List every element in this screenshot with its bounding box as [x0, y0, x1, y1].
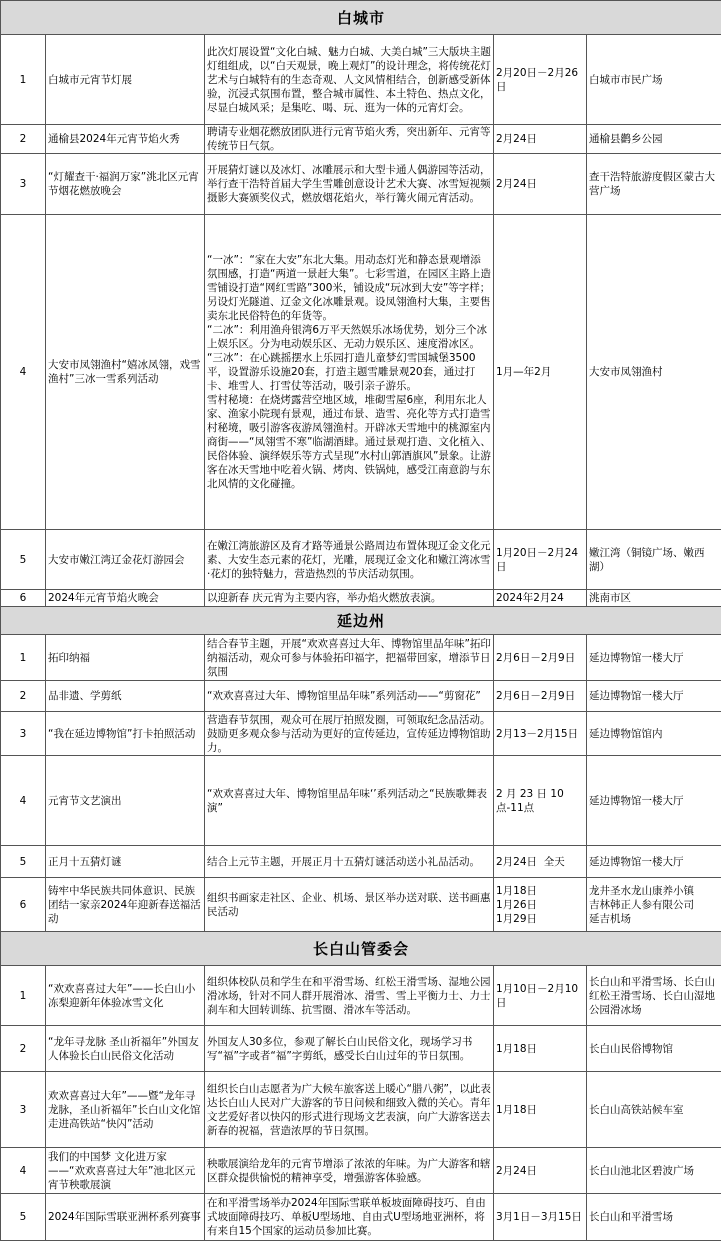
event-date: 2月24日 全天	[494, 846, 587, 878]
event-date: 2024年2月24	[494, 590, 587, 607]
event-date: 2月24日	[494, 154, 587, 215]
event-name: “灯耀查干·福润万家”洮北区元宵节烟花燃放晚会	[46, 154, 205, 215]
table-row	[1, 35, 721, 125]
event-name: “我在延边博物馆”打卡拍照活动	[46, 712, 205, 756]
event-name: 大安市嫩江湾辽金花灯游园会	[46, 530, 205, 590]
event-description: 在嫩江湾旅游区及育才路等通景公路周边布置体现辽金文化元素、大安生态元素的花灯，光雕，展现辽金文化和嫩江湾冰雪·花灯的独特魅力，营造热烈的节庆活动氛围。	[205, 530, 494, 590]
event-location: 嫩江湾（铜镜广场、嫩西湖）	[587, 530, 721, 590]
event-location: 查干浩特旅游度假区蒙古大营广场	[587, 154, 721, 215]
row-number: 1	[1, 635, 46, 681]
row-number: 1	[1, 966, 46, 1026]
event-location: 龙井圣水龙山康养小镇 吉林韩正人参有限公司 延吉机场	[587, 878, 721, 932]
event-description: 开展猜灯谜以及冰灯、冰雕展示和大型卡通人偶游园等活动，举行查干浩特首届大学生雪雕创意设计艺术大赛、冰雪短视频摄影大赛颁奖仪式，燃放烟花焰火，举行篝火闹元宵活动。	[205, 154, 494, 215]
event-date: 1月20日－2月24日	[494, 530, 587, 590]
event-name: 2024年国际雪联亚洲杯系列赛事	[46, 1194, 205, 1241]
event-date: 1月10日－2月10日	[494, 966, 587, 1026]
event-location: 长白山民俗博物馆	[587, 1026, 721, 1072]
row-number: 4	[1, 756, 46, 846]
event-date: 1月18日	[494, 1026, 587, 1072]
description-paragraph: 雪村秘境：在烧烤露营空地区域，堆砌雪屋6座，利用东北人家、渔家小院现有景观，通过布景、造雪、亮化等方式打造雪村秘境，吸引游客夜游凤翎渔村。开辟冰天雪地中的桃源室内商街——“凤翎雪不寒”临湖酒肆。通过景观打造、文化植入、民俗体验、演绎娱乐等方式呈现“水村山郭酒旗风”景象。让游客在冰天雪地中吃着火锅、烤肉、铁锅炖，感受江南意韵与东北风情的文化碰撞。	[207, 393, 491, 491]
row-number: 5	[1, 1194, 46, 1241]
event-description: 聘请专业烟花燃放团队进行元宵节焰火秀，突出新年、元宵等传统节日气氛。	[205, 125, 494, 154]
event-location: 大安市凤翎渔村	[587, 215, 721, 530]
event-description: 结合春节主题，开展“欢欢喜喜过大年、博物馆里品年味”拓印纳福活动，观众可参与体验拓印福字，把福带回家，增添节日氛围	[205, 635, 494, 681]
table-row	[1, 1072, 721, 1148]
row-number: 4	[1, 215, 46, 530]
event-name: 欢欢喜喜过大年”——暨“龙年寻龙脉，圣山祈福年”长白山文化馆走进高铁站“快闪”活动	[46, 1072, 205, 1148]
row-number: 6	[1, 590, 46, 607]
event-date: 1月—年2月	[494, 215, 587, 530]
section-title: 白城市	[1, 1, 721, 35]
row-number: 3	[1, 1072, 46, 1148]
description-paragraph: “三冰”：在心跳摇摆水上乐园打造儿童梦幻雪国城堡3500平，设置游乐设施20套，打造主题雪雕景观20套，通过打卡、堆雪人、打雪仗等活动，吸引亲子游乐。	[207, 351, 491, 393]
event-location: 延边博物馆馆内	[587, 712, 721, 756]
table-row	[1, 756, 721, 846]
row-number: 6	[1, 878, 46, 932]
table-row	[1, 1026, 721, 1072]
row-number: 1	[1, 35, 46, 125]
event-date: 2月24日	[494, 1148, 587, 1194]
table-row	[1, 530, 721, 590]
event-date: 1月18日 1月26日 1月29日	[494, 878, 587, 932]
section-header-yanbian	[1, 607, 721, 635]
event-date: 2月6日－2月9日	[494, 635, 587, 681]
event-name: 通榆县2024年元宵节焰火秀	[46, 125, 205, 154]
table-row	[1, 712, 721, 756]
row-number: 2	[1, 681, 46, 712]
event-name: 拓印纳福	[46, 635, 205, 681]
event-location: 长白山高铁站候车室	[587, 1072, 721, 1148]
table-row	[1, 1148, 721, 1194]
event-description: 营造春节氛围，观众可在展厅拍照发圈，可领取纪念品活动。鼓励更多观众参与活动为更好的宣传延边，宣传延边博物馆助力。	[205, 712, 494, 756]
row-number: 5	[1, 530, 46, 590]
event-date: 2 月 23 日 10点-11点	[494, 756, 587, 846]
event-location: 通榆县鹳乡公园	[587, 125, 721, 154]
description-paragraph: “二冰”：利用渔舟银湾6万平天然娱乐冰场优势，划分三个冰上娱乐区。分为电动娱乐区、无动力娱乐区、速度滑冰区。	[207, 323, 491, 351]
event-name: 正月十五猜灯谜	[46, 846, 205, 878]
table-row	[1, 215, 721, 530]
event-location: 延边博物馆一楼大厅	[587, 846, 721, 878]
event-name: 大安市凤翎渔村“嬉冰凤翎，戏雪渔村”三冰一雪系列活动	[46, 215, 205, 530]
table-row	[1, 878, 721, 932]
row-number: 3	[1, 154, 46, 215]
row-number: 2	[1, 125, 46, 154]
event-location: 延边博物馆一楼大厅	[587, 681, 721, 712]
event-location: 延边博物馆一楼大厅	[587, 756, 721, 846]
row-number: 2	[1, 1026, 46, 1072]
table-row	[1, 154, 721, 215]
event-name: 白城市元宵节灯展	[46, 35, 205, 125]
event-location: 白城市市民广场	[587, 35, 721, 125]
event-description: 以迎新春 庆元宵为主要内容，举办焰火燃放表演。	[205, 590, 494, 607]
event-name: 我们的中国梦 文化进万家——“欢欢喜喜过大年”池北区元宵节秧歌展演	[46, 1148, 205, 1194]
event-name: 品非遗、学剪纸	[46, 681, 205, 712]
event-description: 在和平滑雪场举办2024年国际雪联单板坡面障碍技巧、自由式坡面障碍技巧、单板U型场地、自由式U型场地亚洲杯，将有来自15个国家的运动员参加比赛。	[205, 1194, 494, 1241]
event-description: 外国友人30多位，参观了解长白山民俗文化，现场学习书写“福”字或者“福”字剪纸，感受长白山过年的节日氛围。	[205, 1026, 494, 1072]
table-row	[1, 590, 721, 607]
event-location: 长白山和平滑雪场、长白山红松王滑雪场、长白山湿地公园滑冰场	[587, 966, 721, 1026]
section-header-changbaishan	[1, 932, 721, 966]
event-name: 铸牢中华民族共同体意识、民族团结一家亲2024年迎新春送福活动	[46, 878, 205, 932]
event-date: 3月1日－3月15日	[494, 1194, 587, 1241]
event-description: 结合上元节主题，开展正月十五猜灯谜活动送小礼品活动。	[205, 846, 494, 878]
table-row	[1, 125, 721, 154]
section-title: 长白山管委会	[1, 932, 721, 966]
event-name: “欢欢喜喜过大年”——长白山小冻梨迎新年体验冰雪文化	[46, 966, 205, 1026]
section-title: 延边州	[1, 607, 721, 635]
event-description: “欢欢喜喜过大年、博物馆里品年味”系列活动——“剪窗花”	[205, 681, 494, 712]
event-date: 2月6日－2月9日	[494, 681, 587, 712]
event-description: 组织书画家走社区、企业、机场、景区举办送对联、送书画惠民活动	[205, 878, 494, 932]
table-row	[1, 635, 721, 681]
event-name: 元宵节文艺演出	[46, 756, 205, 846]
event-date: 2月24日	[494, 125, 587, 154]
event-description: 组织体校队员和学生在和平滑雪场、红松王滑雪场、湿地公园滑冰场，针对不同人群开展滑冰、滑雪、雪上平衡力士、力士刹车和大回转训练、抗雪圈、滑冰车等活动。	[205, 966, 494, 1026]
event-description: “欢欢喜喜过大年、博物馆里品年味‘’系列活动之“民族歌舞表演”	[205, 756, 494, 846]
event-date: 2月20日－2月26日	[494, 35, 587, 125]
table-row	[1, 681, 721, 712]
row-number: 5	[1, 846, 46, 878]
event-location: 长白山和平滑雪场	[587, 1194, 721, 1241]
event-location: 延边博物馆一楼大厅	[587, 635, 721, 681]
event-description: 组织长白山志愿者为广大候车旅客送上暖心“腊八粥”，以此表达长白山人民对广大游客的节日问候和细致入微的关心。青年文艺爱好者以快闪的形式进行现场文艺表演，向广大游客送去新春的祝福，营造浓厚的节日氛围。	[205, 1072, 494, 1148]
event-date: 1月18日	[494, 1072, 587, 1148]
row-number: 3	[1, 712, 46, 756]
event-description	[205, 215, 494, 530]
table-row	[1, 966, 721, 1026]
event-date: 2月13－2月15日	[494, 712, 587, 756]
table-row	[1, 846, 721, 878]
section-header-baicheng	[1, 1, 721, 35]
row-number: 4	[1, 1148, 46, 1194]
event-name: “龙年寻龙脉 圣山祈福年”外国友人体验长白山民俗文化活动	[46, 1026, 205, 1072]
description-paragraph: “一冰”：“家在大安”东北大集。用动态灯光和静态景观增添氛围感，打造“两道一景赶大集”。七彩雪道，在园区主路上造雪铺设打造“网红雪路”300米，铺设成“玩冰到大安”等字样；另设灯光隧道、辽金文化冰雕景观。设凤翎渔村大集，主要售卖东北民俗特色的年货等。	[207, 253, 491, 323]
event-description: 秧歌展演给龙年的元宵节增添了浓浓的年味。为广大游客和辖区群众提供愉悦的精神享受，增强游客体验感。	[205, 1148, 494, 1194]
table-row	[1, 1194, 721, 1241]
event-location: 洮南市区	[587, 590, 721, 607]
event-description: 此次灯展设置“文化白城、魅力白城、大美白城”三大版块主题灯组组成，以“白天观景，晚上观灯”的设计理念，将传统花灯艺术与白城特有的生态奇观、人文风情相结合，创新感受新体验，沉浸式氛围布置，整合城市属性、本土特色、热点文化，尽显白城风采；是集吃、喝、玩、逛为一体的元宵灯会。	[205, 35, 494, 125]
event-name: 2024年元宵节焰火晚会	[46, 590, 205, 607]
event-location: 长白山池北区碧波广场	[587, 1148, 721, 1194]
